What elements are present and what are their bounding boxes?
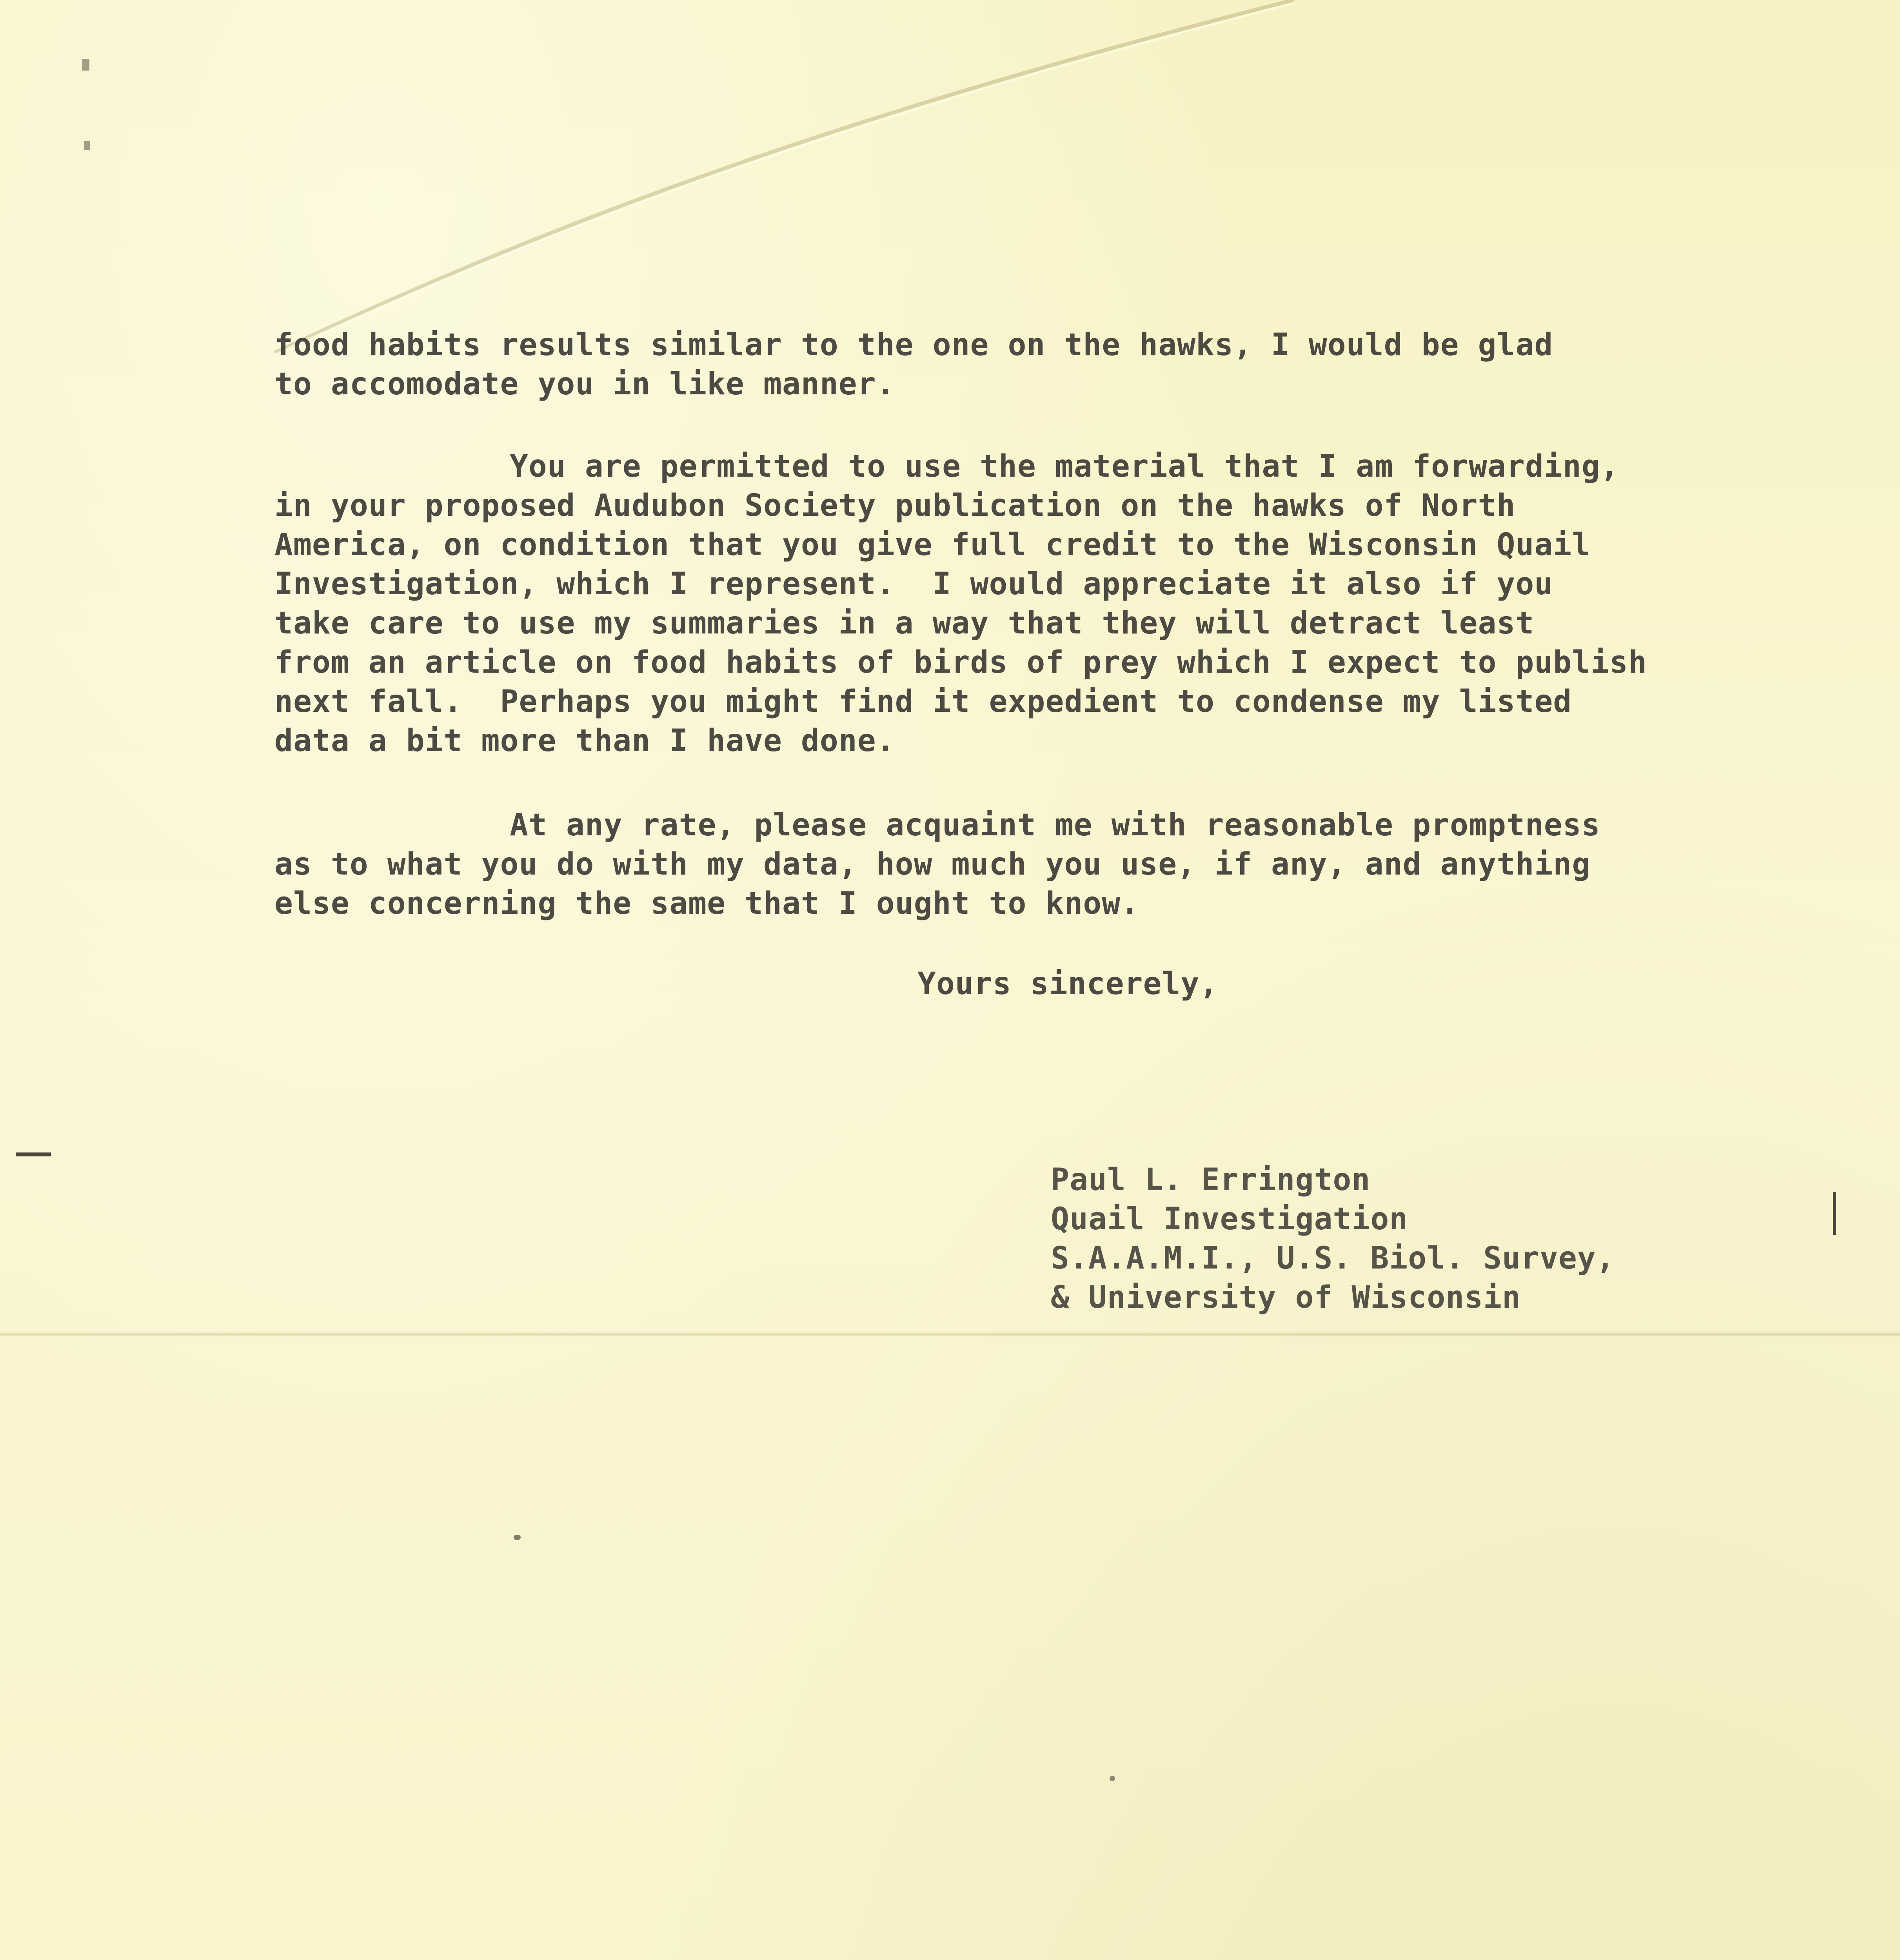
signature-title: Quail Investigation xyxy=(1051,1201,1408,1237)
signature-affiliation: & University of Wisconsin xyxy=(1051,1280,1521,1315)
body-line: At any rate, please acquaint me with reasonable promptness xyxy=(510,808,1600,843)
body-line: in your proposed Audubon Society publication on the hawks of North xyxy=(274,488,1516,523)
body-line: else concerning the same that I ought to know. xyxy=(274,886,1140,921)
body-line: take care to use my summaries in a way that they will detract least xyxy=(274,606,1535,641)
body-line: next fall. Perhaps you might find it expedient to condense my listed xyxy=(274,684,1572,719)
body-line: You are permitted to use the material that I am forwarding, xyxy=(510,449,1619,484)
body-line: from an article on food habits of birds of prey which I expect to publish xyxy=(274,645,1648,680)
signature-name: Paul L. Errington xyxy=(1051,1162,1371,1198)
signature-affiliation: S.A.A.M.I., U.S. Biol. Survey, xyxy=(1051,1241,1615,1276)
body-line: as to what you do with my data, how much you use, if any, and anything xyxy=(274,847,1591,882)
closing: Yours sincerely, xyxy=(917,966,1219,1002)
body-line: data a bit more than I have done. xyxy=(274,723,895,759)
body-line: Investigation, which I represent. I would appreciate it also if you xyxy=(274,566,1553,602)
body-line: to accomodate you in like manner. xyxy=(274,367,895,402)
body-line: America, on condition that you give full credit to the Wisconsin Quail xyxy=(274,527,1591,563)
body-line: food habits results similar to the one on the hawks, I would be glad xyxy=(274,327,1553,363)
